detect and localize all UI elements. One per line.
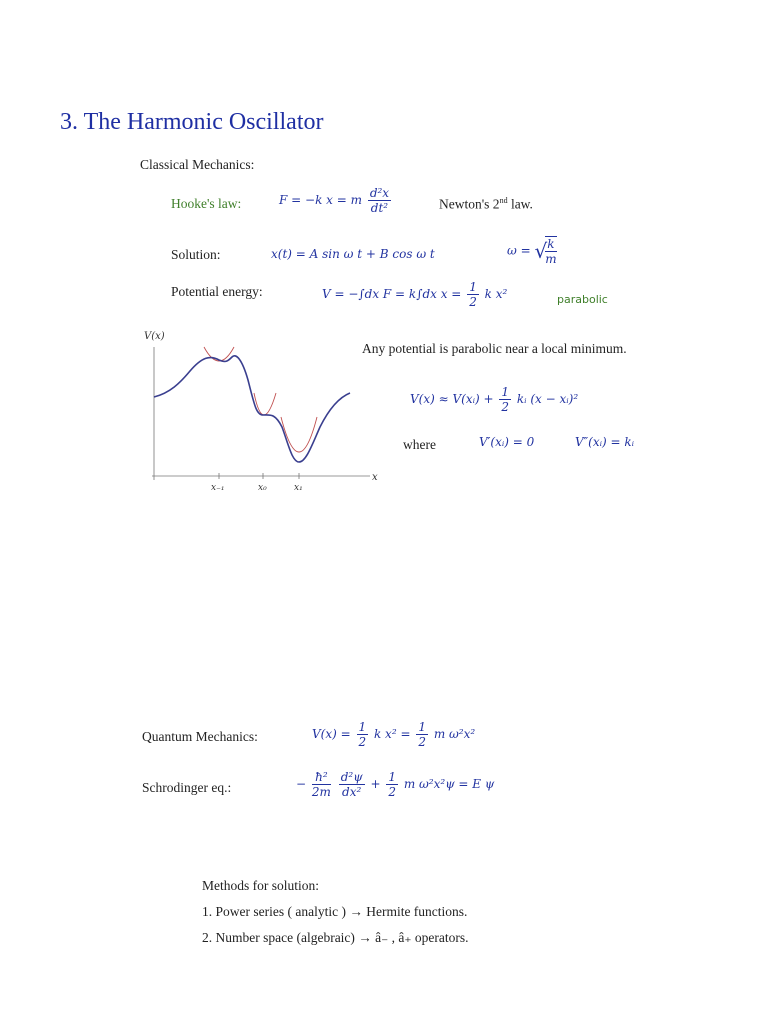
page-title: 3. The Harmonic Oscillator [60,109,324,135]
taylor-approx-equation [410,385,578,414]
newton-sup: nd [499,196,508,205]
schrod-frac2-num: d²ψ [340,770,363,784]
graph-y-label: V(x) [144,331,165,342]
hookes-fraction [368,186,391,215]
potential-graph [130,325,390,500]
qpot-left: V(x) = [312,727,351,741]
potential-curve [154,356,350,462]
solution-label: Solution: [171,247,221,262]
potential-fraction [467,280,479,309]
qpot-frac2-den: 2 [418,735,426,749]
schrod-frac1-num: ħ² [312,770,331,785]
qpot-frac1-num: 1 [358,720,367,734]
hookes-law-label: Hooke's law: [171,196,242,211]
approx-fraction [499,385,511,414]
approx-frac-den: 2 [501,400,510,414]
approx-left: V(x) ≈ V(xᵢ) + [410,392,494,406]
qpot-right: m ω²x² [433,727,476,741]
graph-x-label: x [372,472,378,483]
qpot-fraction-2 [416,720,428,749]
approx-right: kᵢ (x − xᵢ)² [516,392,579,406]
newton-label: Newton's 2 [439,196,500,212]
omega-equation [507,236,559,266]
classical-heading: Classical Mechanics: [140,157,255,172]
schrodinger-equation [296,770,494,799]
omega-frac-den: m [545,252,557,266]
schrod-frac1-den: 2m [311,785,331,799]
schrodinger-label: Schrodinger eq.: [142,780,232,795]
omega-frac-num: k [545,237,556,252]
potential-energy-equation [322,280,507,309]
schrod-frac3-num: 1 [388,770,396,784]
qpot-frac1-den: 2 [358,735,367,749]
qpot-fraction-1 [357,720,369,749]
potential-frac-den: 2 [469,295,477,309]
local-min-statement: Any potential is parabolic near a local minimum. [362,341,627,356]
sqrt-icon: √ [534,239,548,263]
tick-label-x1: x₁ [294,483,303,493]
schrod-fraction-3 [386,770,398,799]
potential-frac-num: 1 [469,280,477,294]
parabolic-label: parabolic [557,293,608,306]
omega-eq-left: ω = [507,243,531,258]
newton-tail: law. [507,196,533,212]
schrod-right: m ω²x²ψ = E ψ [403,777,495,791]
potential-eq-left: V = −∫dx F = k∫dx x = [322,287,462,301]
methods-heading: Methods for solution: [202,878,319,893]
qpot-frac2-num: 1 [418,720,426,734]
schrod-fraction-2 [339,770,365,799]
schrod-plus: + [370,777,381,791]
schrod-frac3-den: 2 [388,785,396,799]
schrod-fraction-1 [312,770,331,799]
omega-fraction [545,236,556,266]
newton-law-label [439,196,533,213]
qpot-mid: k x² = [373,727,411,741]
quantum-potential-equation [312,720,475,749]
tick-label-x-minus-1: x₋₁ [211,483,225,493]
schrod-frac2-den: dx² [342,785,362,799]
hookes-eq-left: F = −k x = m [279,193,362,207]
potential-energy-label: Potential energy: [171,284,263,299]
where-label: where [403,437,436,452]
tick-label-x0: x₀ [258,483,267,493]
quantum-heading: Quantum Mechanics: [142,729,258,744]
method-item-2: 2. Number space (algebraic) → â₋ , â₊ operators. [202,930,469,945]
solution-equation: x(t) = A sin ω t + B cos ω t [271,247,435,261]
hookes-law-equation [279,186,393,215]
hookes-frac-den: dt² [370,201,389,215]
schrod-minus: − [296,777,307,791]
condition-first-derivative: V′(xᵢ) = 0 [479,435,535,449]
approx-frac-num: 1 [501,385,510,399]
condition-second-derivative: V″(xᵢ) = kᵢ [575,435,635,449]
method-item-1: 1. Power series ( analytic ) → Hermite functions. [202,904,468,919]
potential-eq-right: k x² [484,287,508,301]
hookes-frac-num: d²x [369,186,390,200]
